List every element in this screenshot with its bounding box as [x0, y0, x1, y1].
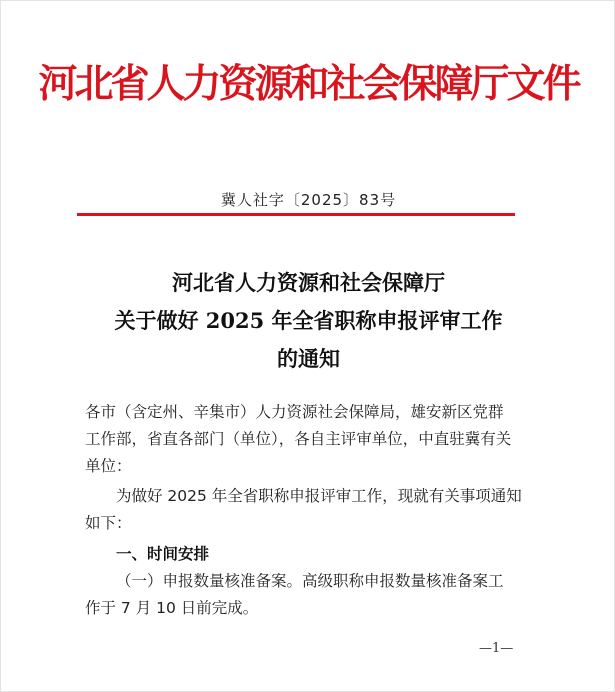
recipients-line-2: 工作部，省直各部门（单位），各自主评审单位，中直驻冀有关: [85, 430, 512, 448]
intro-line-2: 如下：: [85, 514, 132, 532]
recipients-line-1: 各市（含定州、辛集市）人力资源社会保障局，雄安新区党群: [85, 403, 504, 421]
recipients-line-3: 单位：: [85, 457, 132, 475]
document-masthead: 河北省人力资源和社会保障厅文件: [38, 61, 579, 107]
item-1-line-2: 作于 7 月 10 日前完成。: [85, 599, 259, 617]
item-1-line-1: （一）申报数量核准备案。高级职称申报数量核准备案工: [116, 572, 504, 590]
intro-line-1: 为做好 2025 年全省职称申报评审工作，现就有关事项通知: [116, 487, 522, 505]
title-line-3: 的通知: [277, 346, 340, 371]
red-divider-line: [77, 213, 515, 216]
document-number: 冀人社字〔2025〕83号: [220, 191, 397, 209]
page-number: —1—: [479, 641, 514, 656]
title-line-2: 关于做好 2025 年全省职称申报评审工作: [114, 308, 503, 333]
title-line-1: 河北省人力资源和社会保障厅: [172, 270, 445, 295]
section-heading-schedule: 一、时间安排: [116, 545, 210, 563]
